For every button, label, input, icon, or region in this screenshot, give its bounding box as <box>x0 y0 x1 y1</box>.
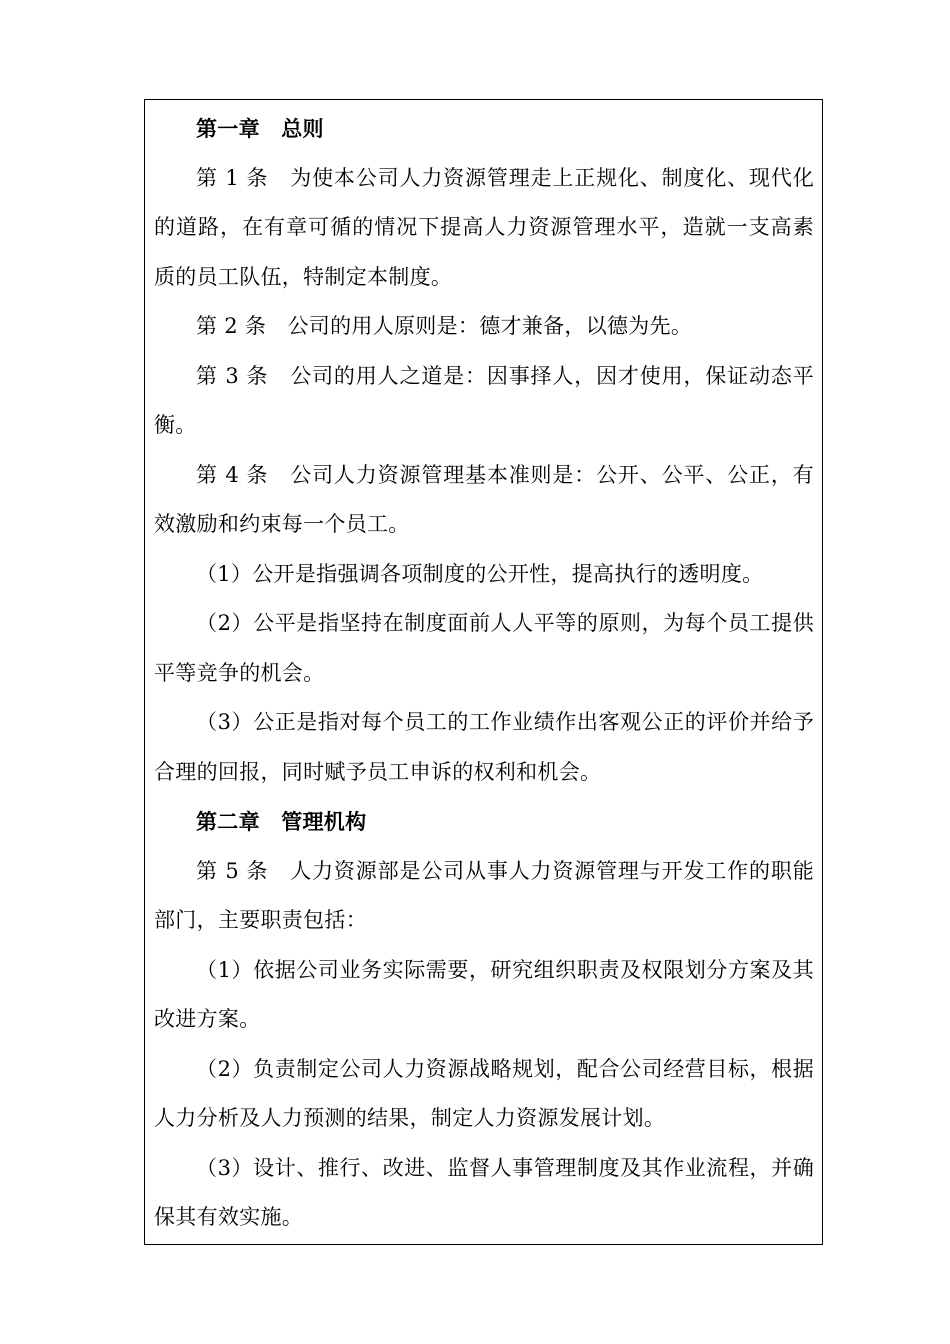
article-5: 第 5 条 人力资源部是公司从事人力资源管理与开发工作的职能部门，主要职责包括： <box>154 858 814 932</box>
document-frame <box>144 99 823 1245</box>
article-4: 第 4 条 公司人力资源管理基本准则是：公开、公平、公正，有效激励和约束每一个员工。 <box>154 462 814 536</box>
document-body <box>154 104 814 1243</box>
article-4-item-1: （1）公开是指强调各项制度的公开性，提高执行的透明度。 <box>196 561 764 586</box>
article-2: 第 2 条 公司的用人原则是：德才兼备，以德为先。 <box>196 314 693 338</box>
article-1: 第 1 条 为使本公司人力资源管理走上正规化、制度化、现代化的道路，在有章可循的情况下提高人力资源管理水平，造就一支高素质的员工队伍，特制定本制度。 <box>154 165 814 289</box>
article-4-item-3: （3）公正是指对每个员工的工作业绩作出客观公正的评价并给予合理的回报，同时赋予员工申诉的权利和机会。 <box>154 710 814 784</box>
article-4-item-2: （2）公平是指坚持在制度面前人人平等的原则，为每个员工提供平等竞争的机会。 <box>154 611 814 685</box>
article-5-item-1: （1）依据公司业务实际需要，研究组织职责及权限划分方案及其改进方案。 <box>154 957 814 1031</box>
chapter-1-title: 第一章 总则 <box>196 116 324 141</box>
article-5-item-2: （2）负责制定公司人力资源战略规划，配合公司经营目标，根据人力分析及人力预测的结果，制定人力资源发展计划。 <box>154 1056 814 1130</box>
article-3: 第 3 条 公司的用人之道是：因事择人，因才使用，保证动态平衡。 <box>154 363 814 437</box>
article-5-item-3: （3）设计、推行、改进、监督人事管理制度及其作业流程，并确保其有效实施。 <box>154 1155 814 1229</box>
chapter-2-title: 第二章 管理机构 <box>196 809 367 834</box>
